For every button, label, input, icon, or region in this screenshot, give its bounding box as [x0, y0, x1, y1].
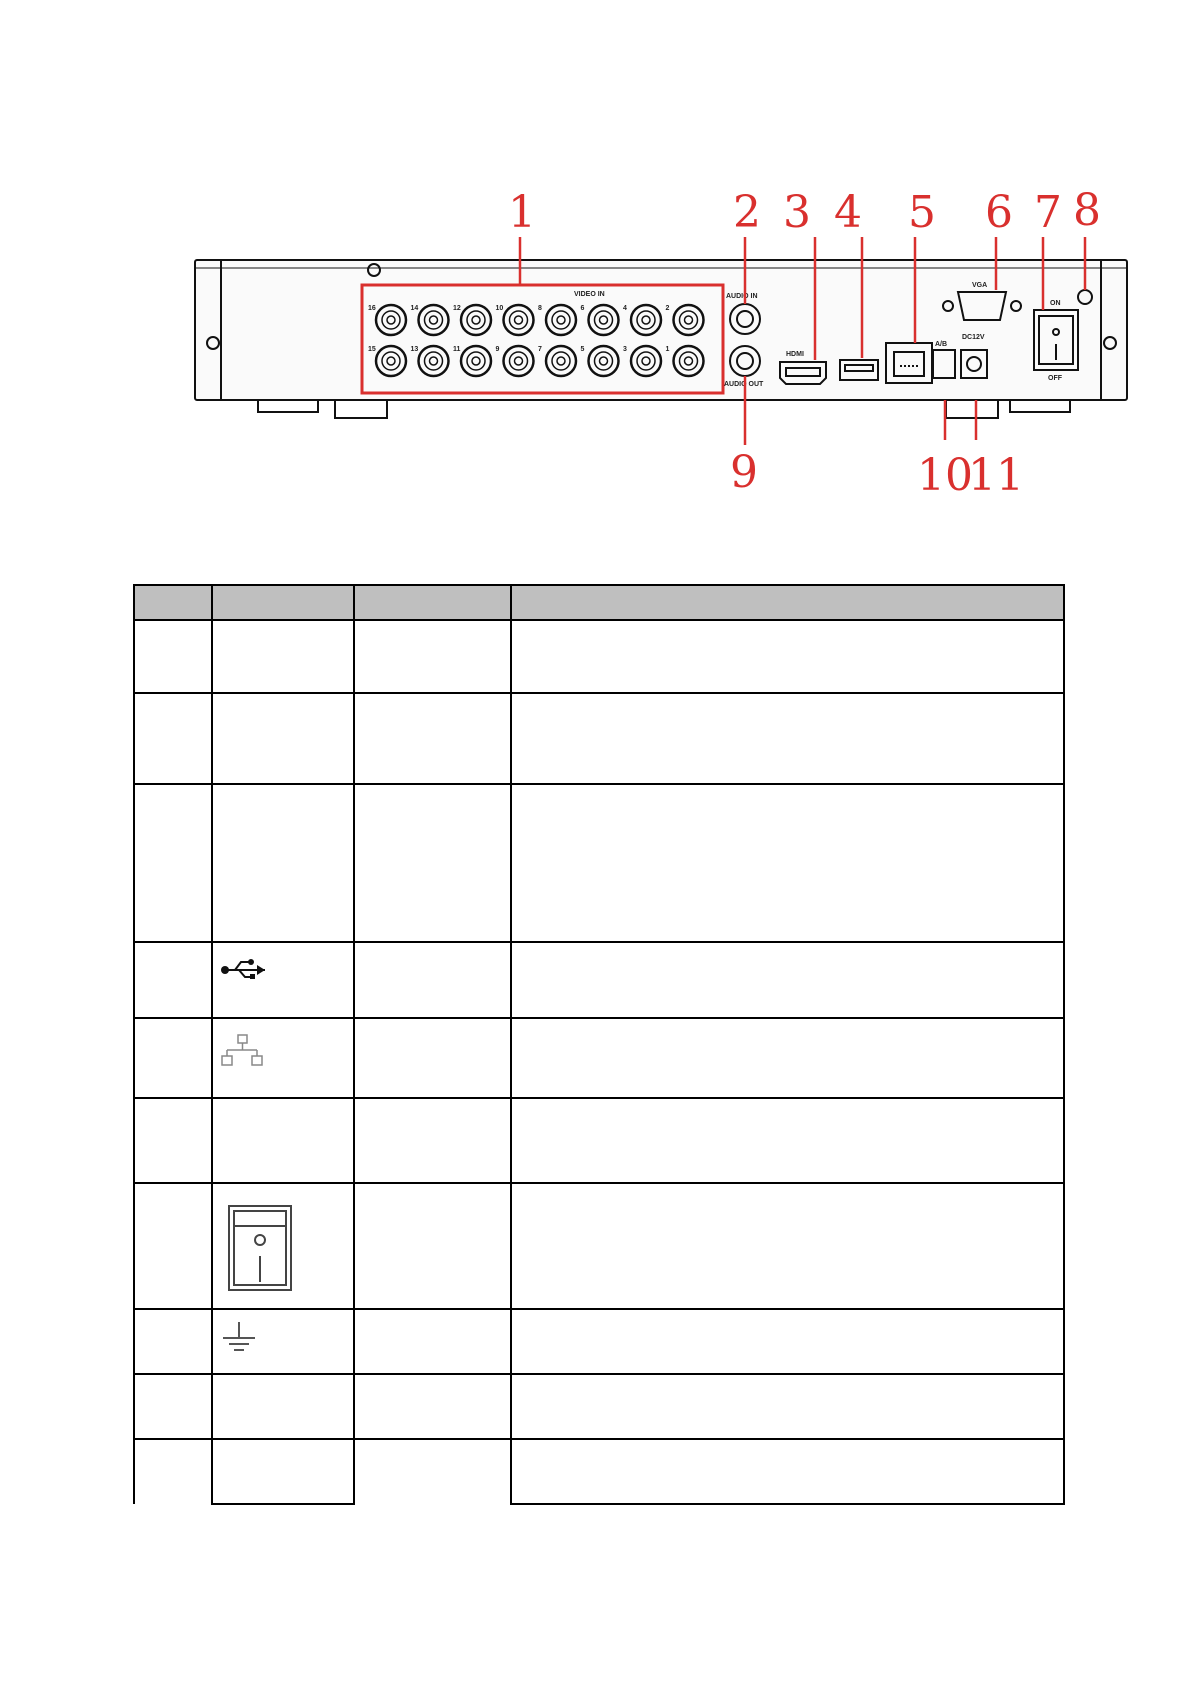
header-name — [354, 585, 511, 620]
channel-number: 3 — [623, 346, 627, 353]
rear-panel-figure — [0, 0, 1191, 520]
callout-7: 7 — [1034, 187, 1062, 238]
off-label: OFF — [1048, 375, 1062, 382]
table-row — [134, 620, 1064, 693]
table-header-row — [134, 585, 1064, 620]
table-row — [134, 784, 1064, 942]
audio-in-label: AUDIO IN — [726, 293, 758, 300]
channel-number: 12 — [453, 305, 461, 312]
callout-1: 1 — [508, 187, 536, 238]
hdmi-label: HDMI — [786, 351, 804, 358]
power-switch-icon — [227, 1204, 293, 1292]
callout-8: 8 — [1073, 185, 1101, 236]
channel-number: 4 — [623, 305, 627, 312]
callout-3: 3 — [783, 187, 811, 238]
video-in-label: VIDEO IN — [574, 291, 605, 298]
table-row — [134, 1183, 1064, 1309]
on-label: ON — [1050, 300, 1061, 307]
channel-number: 9 — [495, 346, 500, 353]
channel-number: 7 — [538, 346, 542, 353]
callout-6: 6 — [985, 187, 1013, 238]
ground-icon — [219, 1320, 259, 1356]
channel-number: 16 — [368, 305, 376, 312]
vga-label: VGA — [972, 282, 988, 289]
channel-number: 2 — [665, 305, 670, 312]
channel-number: 13 — [410, 346, 419, 353]
table-row — [134, 1098, 1064, 1183]
table-row — [134, 1018, 1064, 1098]
table-row — [134, 693, 1064, 784]
callout-10: 10 — [917, 450, 973, 501]
channel-number: 11 — [453, 346, 461, 353]
channel-number: 5 — [580, 346, 585, 353]
interface-spec-table — [133, 584, 1065, 1505]
rs485-label: A/B — [935, 341, 948, 348]
callout-2: 2 — [733, 187, 761, 238]
usb-icon — [219, 957, 271, 983]
table-row — [134, 1309, 1064, 1374]
table-row — [134, 1374, 1064, 1439]
channel-number: 6 — [580, 305, 585, 312]
table-row — [134, 1439, 1064, 1504]
callout-9: 9 — [730, 447, 758, 498]
callout-11: 11 — [968, 450, 1024, 501]
header-port — [212, 585, 354, 620]
channel-number: 15 — [368, 346, 376, 353]
channel-number: 1 — [665, 346, 670, 353]
callout-4: 4 — [834, 187, 862, 238]
callout-5: 5 — [908, 187, 936, 238]
dc-in-label: DC12V — [962, 334, 985, 341]
network-icon — [219, 1033, 265, 1069]
header-no — [134, 585, 212, 620]
audio-out-label: AUDIO OUT — [724, 381, 764, 388]
header-function — [511, 585, 1064, 620]
channel-number: 8 — [538, 305, 542, 312]
channel-number: 14 — [410, 305, 419, 312]
channel-number: 10 — [495, 305, 504, 312]
table-row — [134, 942, 1064, 1018]
